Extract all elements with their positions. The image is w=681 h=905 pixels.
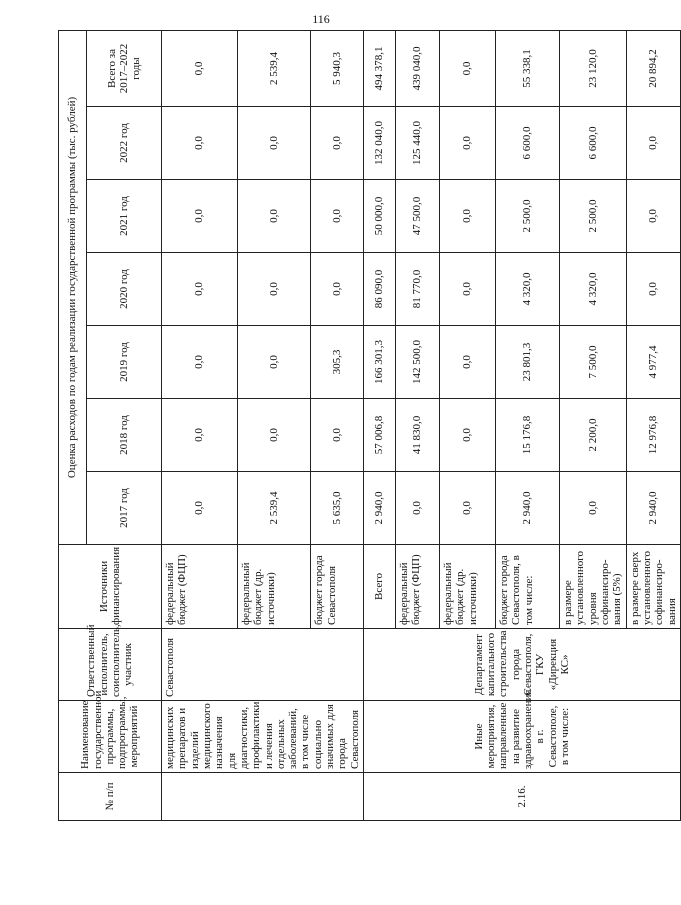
header-program-name: Наименование государственной программы, подпрограммы, мероприятий (59, 701, 162, 773)
header-total: Всего за 2017–2022 годы (87, 31, 162, 107)
value-cell: 125 440,0 (396, 107, 440, 180)
block2-number: 2.16. (364, 773, 681, 821)
value-cell: 0,0 (311, 253, 364, 326)
header-year-2020: 2020 год (87, 253, 162, 326)
value-cell: 0,0 (311, 107, 364, 180)
value-cell: 2 539,4 (237, 472, 311, 545)
value-cell: 81 770,0 (396, 253, 440, 326)
header-year-2018: 2018 год (87, 399, 162, 472)
value-cell: 0,0 (162, 472, 238, 545)
value-cell: 0,0 (237, 253, 311, 326)
value-cell: 439 040,0 (396, 31, 440, 107)
header-year-2017: 2017 год (87, 472, 162, 545)
value-cell: 0,0 (626, 180, 680, 253)
block1-name: медицинских препаратов и изделий медицинского назначения для диагностики, профилактики и лечения отдельных заболеваний, в том числе социально значимых для города Севастополя (162, 701, 364, 773)
value-cell: 0,0 (440, 107, 496, 180)
block1-executor: Севастополя (162, 629, 364, 701)
value-cell: 5 940,3 (311, 31, 364, 107)
table-row (364, 31, 396, 821)
header-year-2022: 2022 год (87, 107, 162, 180)
value-cell: 166 301,3 (364, 326, 396, 399)
value-cell: 132 040,0 (364, 107, 396, 180)
funding-source: бюджет города Севастополя (311, 545, 364, 629)
funding-source: федеральный бюджет (ФЦП) (396, 545, 440, 629)
value-cell: 0,0 (440, 472, 496, 545)
value-cell: 4 320,0 (560, 253, 627, 326)
value-cell: 4 320,0 (496, 253, 560, 326)
value-cell: 12 976,8 (626, 399, 680, 472)
value-cell: 57 006,8 (364, 399, 396, 472)
value-cell: 0,0 (626, 107, 680, 180)
value-cell: 41 830,0 (396, 399, 440, 472)
value-cell: 0,0 (237, 107, 311, 180)
value-cell: 4 977,4 (626, 326, 680, 399)
value-cell: 15 176,8 (496, 399, 560, 472)
header-year-2019: 2019 год (87, 326, 162, 399)
funding-source: в размере установленного уровня софинансиро-вания (5%) (560, 545, 627, 629)
header-funding-source: Источники финансирования (59, 545, 162, 629)
value-cell: 142 500,0 (396, 326, 440, 399)
value-cell: 6 600,0 (496, 107, 560, 180)
value-cell: 6 600,0 (560, 107, 627, 180)
value-cell: 23 120,0 (560, 31, 627, 107)
page-number: 116 (312, 12, 330, 26)
funding-source: Всего (364, 545, 396, 629)
value-cell: 0,0 (162, 253, 238, 326)
value-cell: 0,0 (440, 399, 496, 472)
value-cell: 0,0 (162, 31, 238, 107)
funding-source: федеральный бюджет (ФЦП) (162, 545, 238, 629)
value-cell: 2 539,4 (237, 31, 311, 107)
value-cell: 2 200,0 (560, 399, 627, 472)
financing-table-sheet (58, 31, 678, 821)
value-cell: 47 500,0 (396, 180, 440, 253)
block1-number (162, 773, 364, 821)
table-row (162, 31, 238, 821)
value-cell: 0,0 (440, 180, 496, 253)
value-cell: 0,0 (311, 180, 364, 253)
value-cell: 23 801,3 (496, 326, 560, 399)
value-cell: 2 500,0 (560, 180, 627, 253)
value-cell: 0,0 (162, 107, 238, 180)
value-cell: 2 940,0 (496, 472, 560, 545)
value-cell: 0,0 (396, 472, 440, 545)
value-cell: 0,0 (237, 399, 311, 472)
value-cell: 0,0 (440, 31, 496, 107)
value-cell: 0,0 (626, 253, 680, 326)
header-number: № п/п (59, 773, 162, 821)
value-cell: 20 894,2 (626, 31, 680, 107)
value-cell: 2 940,0 (626, 472, 680, 545)
value-cell: 305,3 (311, 326, 364, 399)
financing-table (58, 30, 681, 821)
value-cell: 0,0 (440, 253, 496, 326)
value-cell: 0,0 (162, 180, 238, 253)
value-cell: 86 090,0 (364, 253, 396, 326)
funding-source: в размере сверх установленного софинансиро-вания (626, 545, 680, 629)
value-cell: 0,0 (237, 326, 311, 399)
value-cell: 0,0 (162, 399, 238, 472)
value-cell: 7 500,0 (560, 326, 627, 399)
funding-source: бюджет города Севастополя, в том числе: (496, 545, 560, 629)
value-cell: 2 500,0 (496, 180, 560, 253)
header-estimate-title: Оценка расходов по годам реализации государственной программы (тыс. рублей) (59, 31, 87, 545)
funding-source: федеральный бюджет (др. источники) (440, 545, 496, 629)
value-cell: 2 940,0 (364, 472, 396, 545)
funding-source: федеральный бюджет (др. источники) (237, 545, 311, 629)
block2-executor: Департамент капитального строительства города Севастополя, ГКУ «Дирекция КС» (364, 629, 681, 701)
value-cell: 0,0 (560, 472, 627, 545)
value-cell: 55 338,1 (496, 31, 560, 107)
value-cell: 0,0 (440, 326, 496, 399)
value-cell: 5 635,0 (311, 472, 364, 545)
header-year-2021: 2021 год (87, 180, 162, 253)
value-cell: 50 000,0 (364, 180, 396, 253)
value-cell: 0,0 (237, 180, 311, 253)
block2-name: Иные мероприятия, направленные на развитие здравоохранения в г. Севастополе, в том числе: (364, 701, 681, 773)
value-cell: 0,0 (162, 326, 238, 399)
header-executor: Ответственный исполнитель, соисполнитель, участник (59, 629, 162, 701)
value-cell: 494 378,1 (364, 31, 396, 107)
value-cell: 0,0 (311, 399, 364, 472)
